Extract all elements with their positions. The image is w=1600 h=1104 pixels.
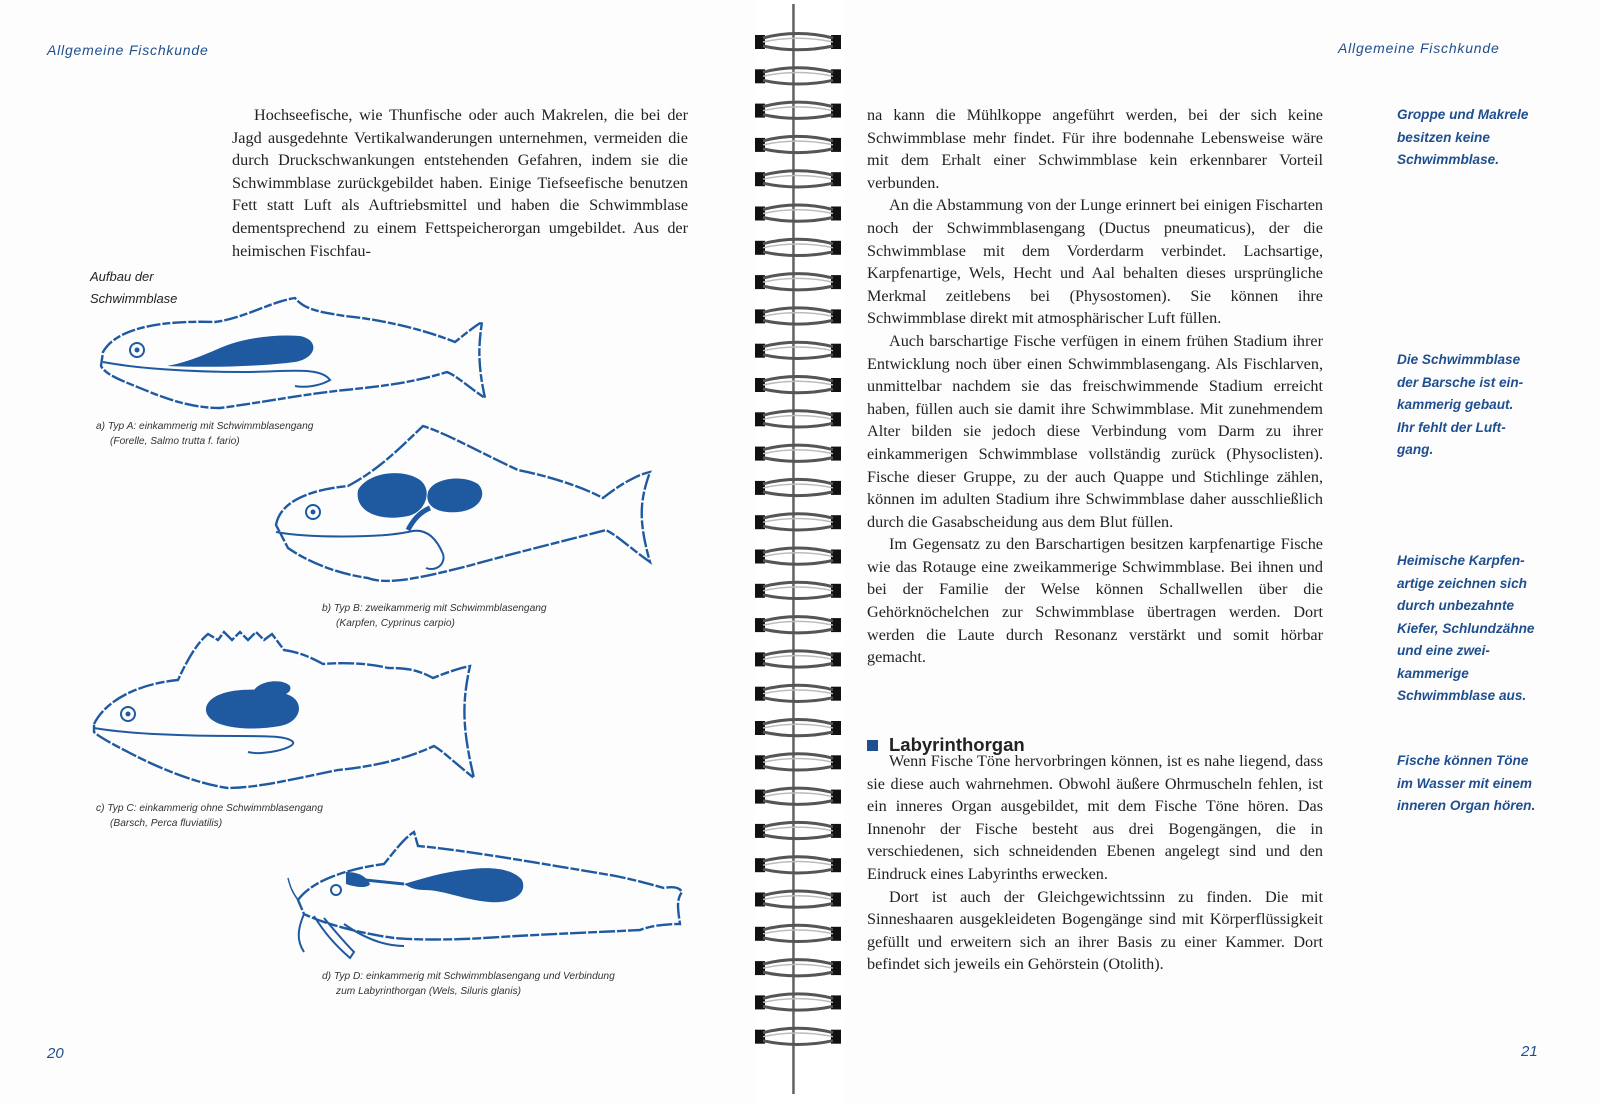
section-square-icon: [867, 740, 878, 751]
fish-a-illustration: [95, 290, 490, 415]
caption-a: a) Typ A: einkammerig mit Schwimmblasengang (Forelle, Salmo trutta f. fario): [96, 421, 314, 447]
caption-d: d) Typ D: einkammerig mit Schwimmblasengang und Verbindung zum Labyrinthorgan (Wels, Siluris glanis): [322, 971, 615, 997]
binding-coil: [755, 651, 841, 667]
binding-coil: [755, 891, 841, 907]
binding-coil: [755, 548, 841, 564]
right-paragraph-6: Dort ist auch der Gleichgewichtssinn zu finden. Die mit Sinneshaaren ausgekleideten Bogengänge sind mit Körperflüssigkeit gefüllt und erweitern sich an ihrer Basis zu einer Kammer. Dort befindet sich jeweils ein Gehörstein (Otolith).: [867, 887, 1323, 974]
binding-coil: [755, 205, 841, 221]
binding-coil: [755, 274, 841, 290]
fish-b-illustration: [268, 420, 663, 590]
binding-coil: [755, 685, 841, 701]
binding-coil: [755, 754, 841, 770]
margin-note-2: Die Schwimmblase der Barsche ist ein- kammerig gebaut. Ihr fehlt der Luft- gang.: [1397, 352, 1524, 457]
left-paragraph: Hochseefische, wie Thunfische oder auch Makrelen, die bei der Jagd ausgedehnte Vertikalwanderungen unternehmen, vermeiden die durch Druckschwankungen entstehenden Gefahren, indem sie die Schwimmblase zurückgebildet haben. Einige Tiefseefische benutzen Fett statt Luft als Auftriebsmittel und haben die Schwimmblase dementsprechend zu einem Fettspeicherorgan umgebildet. Aus der heimischen Fischfau-: [232, 106, 688, 260]
spiral-binding: [755, 0, 845, 1104]
margin-note-4: Fische können Töne im Wasser mit einem inneren Organ hören.: [1397, 753, 1536, 813]
binding-coil: [755, 308, 841, 324]
left-body-text: [232, 104, 688, 262]
binding-coil: [755, 136, 841, 152]
binding-coil: [755, 68, 841, 84]
fish-d-illustration: [284, 828, 684, 968]
right-paragraph-1: na kann die Mühlkoppe angeführt werden, bei der sich keine Schwimmblase mehr findet. Für ihre bodennahe Lebensweise wäre mit dem Erhalt einer Schwimmblase kein erkennbarer Vorteil verbunden.: [867, 106, 1323, 192]
binding-coil: [755, 994, 841, 1010]
binding-coil: [755, 925, 841, 941]
binding-coil: [755, 822, 841, 838]
page-number-left: 20: [47, 1045, 64, 1062]
running-head-left: Allgemeine Fischkunde: [47, 42, 209, 58]
binding-coil: [755, 720, 841, 736]
right-body-text-bottom: [867, 750, 1323, 976]
right-page: [845, 0, 1600, 1104]
running-head-right: Allgemeine Fischkunde: [1338, 40, 1500, 56]
caption-b: b) Typ B: zweikammerig mit Schwimmblasengang (Karpfen, Cyprinus carpio): [322, 603, 547, 629]
binding-coil: [755, 582, 841, 598]
binding-coil: [755, 1028, 841, 1044]
binding-coil: [755, 171, 841, 187]
right-body-text-top: [867, 104, 1323, 669]
binding-coil: [755, 514, 841, 530]
figure-title-line1: Aufbau der: [90, 269, 154, 284]
binding-coil: [755, 445, 841, 461]
binding-coil: [755, 788, 841, 804]
binding-coil: [755, 857, 841, 873]
binding-coil: [755, 377, 841, 393]
binding-coil: [755, 960, 841, 976]
right-paragraph-3: Auch barschartige Fische verfügen in einem frühen Stadium ihrer Entwicklung noch über einen Schwimmblasengang. Als Fischlarven, unmittelbar nachdem sie das freischwimmende Stadium erreicht haben, füllen auch sie damit ihre Schwimmblase. Mit zunehmendem Alter bilden sie jedoch diese Verbindung vom Darm zu ihrer einkammerigen Schwimmblase vollständig zurück (Physoclisten). Fische dieser Gruppe, zu der auch Quappe und Stichlinge zählen, können im adulten Stadium ihre Schwimmblase daher ausschließlich durch die Gasabscheidung aus dem Blut füllen.: [867, 331, 1323, 531]
binding-coil: [755, 617, 841, 633]
margin-note-1: Groppe und Makrele besitzen keine Schwimmblase.: [1397, 107, 1529, 167]
figure-title-line2: Schwimmblase: [90, 291, 178, 306]
margin-note-3: Heimische Karpfen- artige zeichnen sich durch unbezahnte Kiefer, Schlundzähne und eine zwei- kammerige Schwimmblase aus.: [1397, 553, 1535, 703]
fish-c-illustration: [88, 628, 478, 798]
left-page: [0, 0, 755, 1104]
right-paragraph-4: Im Gegensatz zu den Barschartigen besitzen karpfenartige Fische wie das Rotauge eine zweikammerige Schwimmblase. Bei ihnen und bei der Familie der Welse können Schallwellen über die Gehörknöchelchen zur Schwimmblase übertragen werden. Dort werden die Laute durch Resonanz verstärkt und somit hörbar gemacht.: [867, 535, 1323, 667]
binding-coil: [755, 479, 841, 495]
binding-coil: [755, 34, 841, 50]
binding-coil: [755, 342, 841, 358]
binding-coil: [755, 102, 841, 118]
right-paragraph-5: Wenn Fische Töne hervorbringen können, ist es nahe liegend, dass sie diese auch wahrnehmen. Obwohl äußere Ohrmuscheln fehlen, ist ein inneres Organ ausgebildet, mit dem Fische Töne hören. Das Innenohr der Fische besteht aus drei Bogengängen, die in verschiedenen, sich schneidenden Ebenen angelegt sind und den Eindruck eines Labyrinths erwecken.: [867, 752, 1323, 883]
binding-coils: [755, 0, 845, 1104]
section-heading-text: Labyrinthorgan: [889, 734, 1025, 755]
right-paragraph-2: An die Abstammung von der Lunge erinnert bei einigen Fischarten noch der Schwimmblasengang (Ductus pneumaticus), der die Schwimmblase mit dem Vorderdarm verbindet. Lachsartige, Karpfenartige, Wels, Hecht und Aal behalten dieses ursprüngliche Merkmal zeitlebens bei (Physostomen). Sie können ihre Schwimmblase direkt mit atmosphärischer Luft füllen.: [867, 196, 1323, 328]
binding-coil: [755, 411, 841, 427]
caption-c: c) Typ C: einkammerig ohne Schwimmblasengang (Barsch, Perca fluviatilis): [96, 803, 323, 829]
binding-coil: [755, 239, 841, 255]
page-number-right: 21: [1521, 1043, 1538, 1060]
